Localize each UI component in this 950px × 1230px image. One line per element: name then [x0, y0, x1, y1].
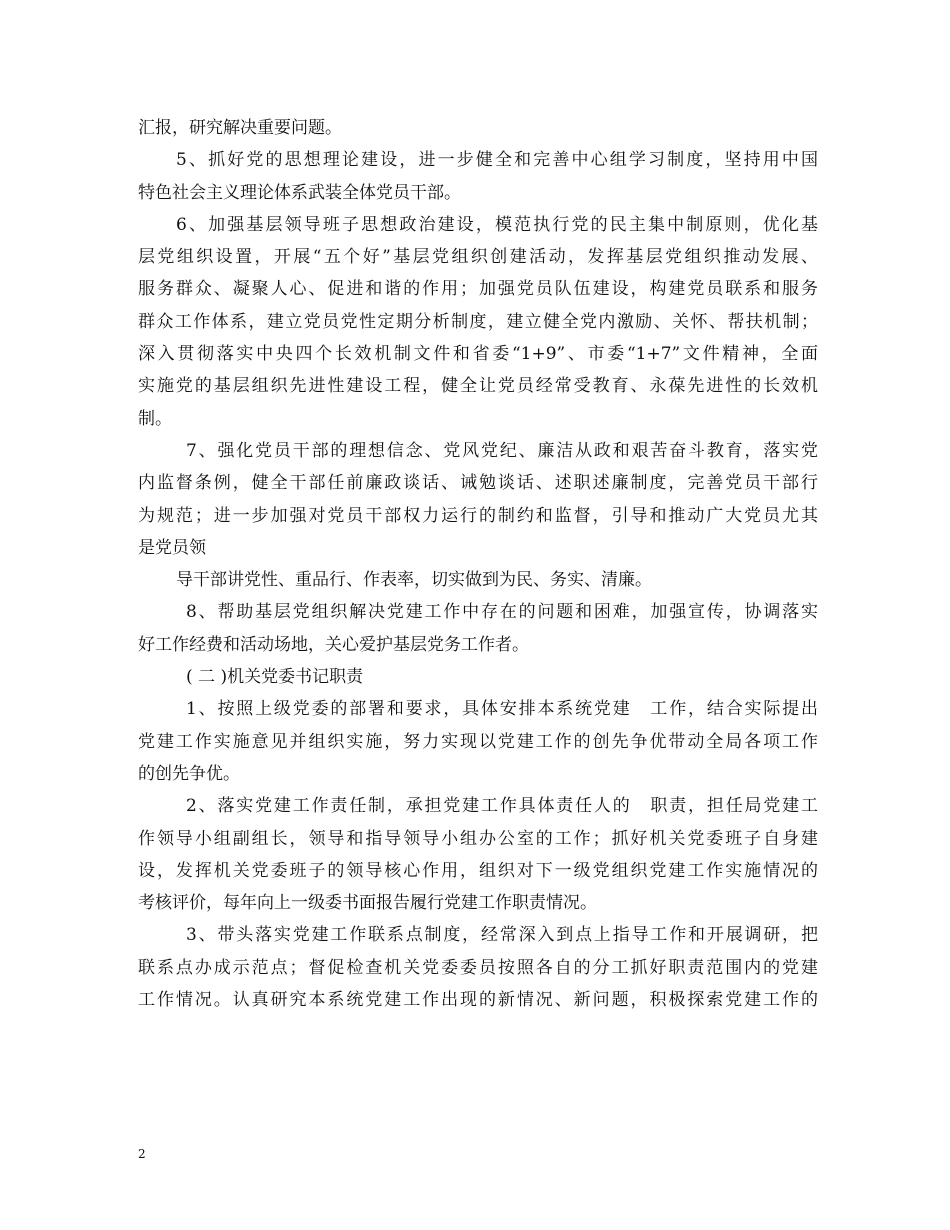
text-line: 党建工作实施意见并组织实施，努力实现以党建工作的创先争优带动全局各项工作 — [138, 731, 818, 752]
text-line: 服务群众、凝聚人心、促进和谐的作用；加强党员队伍建设，构建党员联系和服务 — [138, 279, 818, 300]
text-line: 特色社会主义理论体系武装全体党员干部。 — [138, 182, 461, 203]
text-line: 的创先争优。 — [138, 763, 240, 784]
text-line: 2、落实党建工作责任制，承担党建工作具体责任人的 职责，担任局党建工 — [186, 796, 818, 817]
text-line: 深入贯彻落实中央四个长效机制文件和省委“1+9”、市委“1+7”文件精神，全面 — [138, 344, 818, 365]
text-line: 导干部讲党性、重品行、作表率，切实做到为民、务实、清廉。 — [176, 570, 652, 591]
text-line: 8、帮助基层党组织解决党建工作中存在的问题和困难，加强宣传，协调落实 — [186, 602, 818, 623]
text-line: 群众工作体系，建立党员党性定期分析制度，建立健全党内激励、关怀、帮扶机制； — [138, 311, 818, 332]
text-line: 3、带头落实党建工作联系点制度，经常深入到点上指导工作和开展调研，把 — [186, 925, 818, 946]
text-line: 1、按照上级党委的部署和要求，具体安排本系统党建 工作，结合实际提出 — [186, 699, 818, 720]
text-line: 制。 — [138, 408, 172, 429]
text-line: 设，发挥机关党委班子的领导核心作用，组织对下一级党组织党建工作实施情况的 — [138, 860, 818, 881]
text-line: 联系点办成示范点；督促检查机关党委委员按照各自的分工抓好职责范围内的党建 — [138, 957, 818, 978]
text-line: 作领导小组副组长，领导和指导领导小组办公室的工作；抓好机关党委班子自身建 — [138, 828, 818, 849]
page-number: 2 — [138, 1147, 146, 1161]
text-line: ( 二 )机关党委书记职责 — [186, 667, 364, 688]
text-line: 7、强化党员干部的理想信念、党风党纪、廉洁从政和艰苦奋斗教育，落实党 — [186, 440, 818, 461]
text-line: 汇报，研究解决重要问题。 — [138, 118, 342, 138]
text-line: 是党员领 — [138, 537, 206, 558]
document-body — [138, 112, 818, 1016]
text-line: 6、加强基层领导班子思想政治建设，模范执行党的民主集中制原则，优化基 — [176, 214, 818, 235]
text-line: 实施党的基层组织先进性建设工程，健全让党员经常受教育、永葆先进性的长效机 — [138, 376, 818, 397]
text-line: 工作情况。认真研究本系统党建工作出现的新情况、新问题，积极探索党建工作的 — [138, 990, 818, 1011]
text-line: 层党组织设置，开展“五个好”基层党组织创建活动，发挥基层党组织推动发展、 — [138, 247, 818, 268]
text-line: 好工作经费和活动场地，关心爱护基层党务工作者。 — [138, 634, 529, 655]
text-line: 考核评价，每年向上一级委书面报告履行党建工作职责情况。 — [138, 893, 597, 914]
text-line: 内监督条例，健全干部任前廉政谈话、诫勉谈话、述职述廉制度，完善党员干部行 — [138, 473, 818, 494]
text-line: 为规范；进一步加强对党员干部权力运行的制约和监督，引导和推动广大党员尤其 — [138, 505, 818, 526]
text-line: 5、抓好党的思想理论建设，进一步健全和完善中心组学习制度，坚持用中国 — [176, 150, 818, 171]
